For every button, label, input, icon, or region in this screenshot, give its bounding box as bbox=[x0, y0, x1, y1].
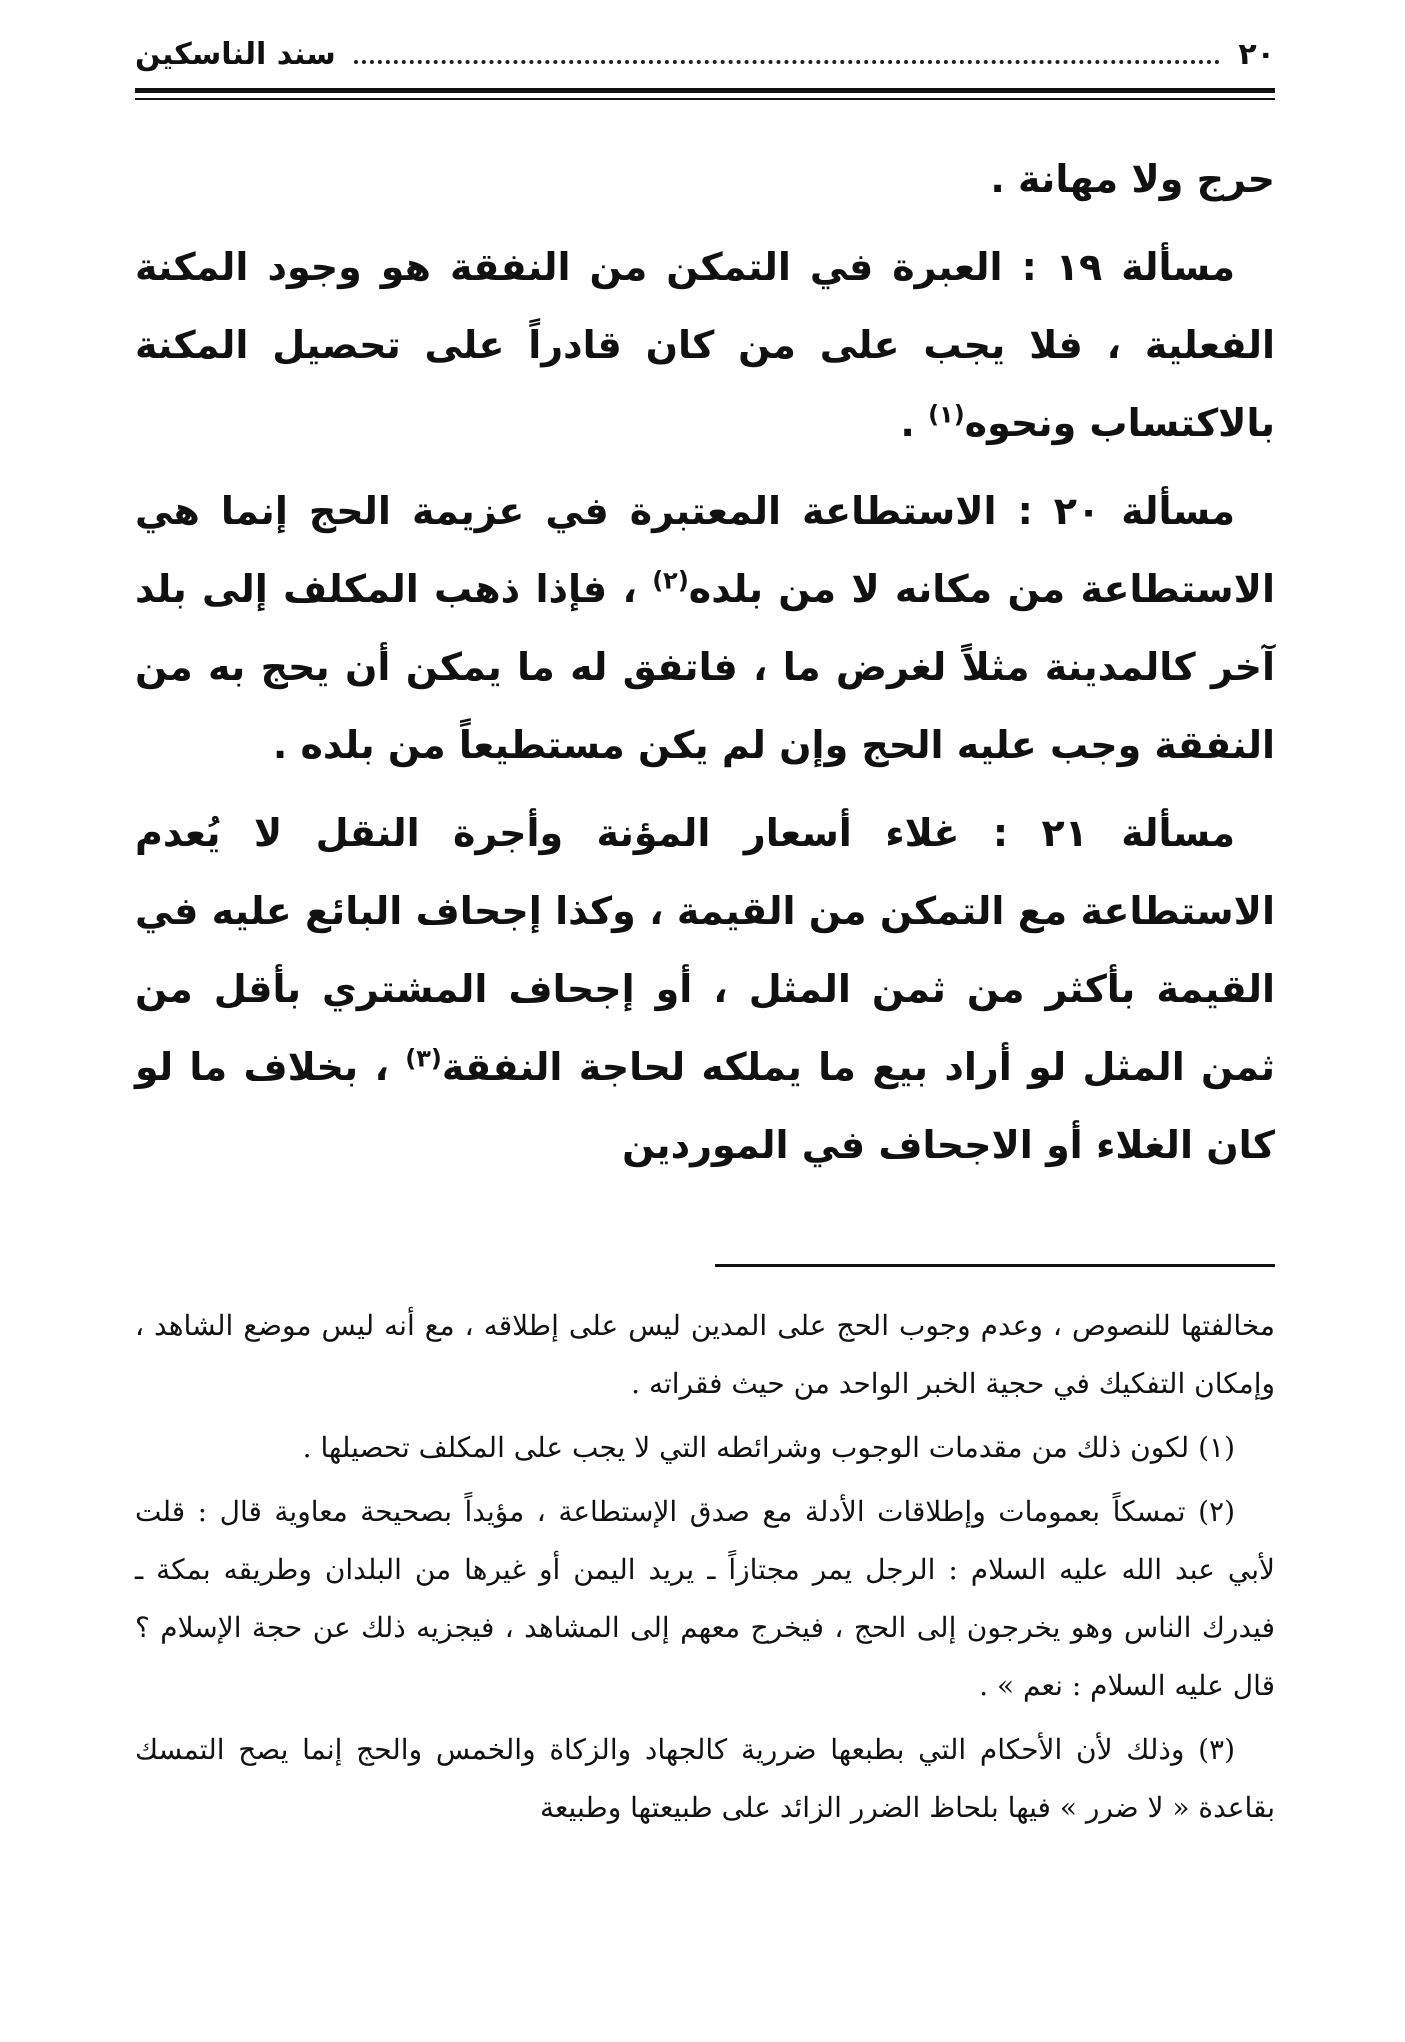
main-text bbox=[135, 140, 1275, 1184]
footnote-ref-2[interactable]: (٢) bbox=[652, 566, 689, 595]
footnotes bbox=[135, 1297, 1275, 1837]
paragraph-text: مسألة ١٩ : العبرة في التمكن من النفقة هو وجود المكنة الفعلية ، فلا يجب على من كان قادراً على تحصيل المكنة بالاكتساب ونحوه bbox=[135, 245, 1275, 445]
footnote-separator bbox=[715, 1264, 1275, 1267]
footnote-continued: مخالفتها للنصوص ، وعدم وجوب الحج على المدين ليس على إطلاقه ، مع أنه ليس موضع الشاهد ، وإمكان التفكيك في حجية الخبر الواحد من حيث فقراته . bbox=[135, 1309, 1275, 1400]
paragraph-masala-19 bbox=[135, 228, 1275, 462]
paragraph-text-continued: ، فإذا ذهب المكلف إلى بلد آخر كالمدينة مثلاً لغرض ما ، فاتفق له ما يمكن أن يحج به من النفقة وجب عليه الحج وإن لم يكن مستطيعاً من بلده . bbox=[135, 567, 1275, 767]
paragraph-end: . bbox=[900, 401, 929, 445]
paragraph-text: مسألة ٢١ : غلاء أسعار المؤنة وأجرة النقل لا يُعدم الاستطاعة مع التمكن من القيمة ، وكذا إجحاف البائع عليه في القيمة بأكثر من ثمن المثل ، أو إجحاف المشتري بأقل من ثمن المثل لو أراد بيع ما يملكه لحاجة النفقة bbox=[135, 811, 1275, 1089]
header-rule-thick bbox=[135, 88, 1275, 93]
footnote-ref-1[interactable]: (١) bbox=[928, 400, 965, 429]
footnote-3: (٣) وذلك لأن الأحكام التي بطبعها ضررية كالجهاد والزكاة والخمس والحج إنما يصح التمسك بقاعدة « لا ضرر » فيها بلحاظ الضرر الزائد على طبيعتها وطبيعة bbox=[135, 1733, 1275, 1824]
paragraph-masala-21 bbox=[135, 794, 1275, 1184]
paragraph-masala-20 bbox=[135, 472, 1275, 784]
page-header bbox=[135, 30, 1275, 80]
footnote-1: (١) لكون ذلك من مقدمات الوجوب وشرائطه التي لا يجب على المكلف تحصيلها . bbox=[302, 1431, 1235, 1464]
footnote-ref-3[interactable]: (٣) bbox=[405, 1044, 442, 1073]
paragraph: حرج ولا مهانة . bbox=[990, 157, 1275, 201]
footnote-2: (٢) تمسكاً بعمومات وإطلاقات الأدلة مع صدق الإستطاعة ، مؤيداً بصحيحة معاوية قال : قلت لأبي عبد الله عليه السلام : الرجل يمر مجتازاً ـ يريد اليمن أو غيرها من البلدان وطريقه بمكة ـ فيدرك الناس وهو يخرجون إلى الحج ، فيخرج معهم إلى المشاهد ، فيجزيه ذلك عن حجة الإسلام ؟ قال عليه السلام : نعم » . bbox=[135, 1495, 1275, 1702]
book-title: سند الناسكين bbox=[135, 37, 336, 72]
page-number: ٢٠ bbox=[1238, 37, 1275, 72]
paragraph-text-continued: ، بخلاف ما لو كان الغلاء أو الاجحاف في الموردين bbox=[135, 1045, 1275, 1167]
header-rule-thin bbox=[135, 98, 1275, 100]
header-dot-leader bbox=[354, 34, 1221, 64]
book-page bbox=[135, 30, 1275, 2020]
paragraph-text: مسألة ٢٠ : الاستطاعة المعتبرة في عزيمة الحج إنما هي الاستطاعة من مكانه لا من بلده bbox=[135, 489, 1275, 611]
